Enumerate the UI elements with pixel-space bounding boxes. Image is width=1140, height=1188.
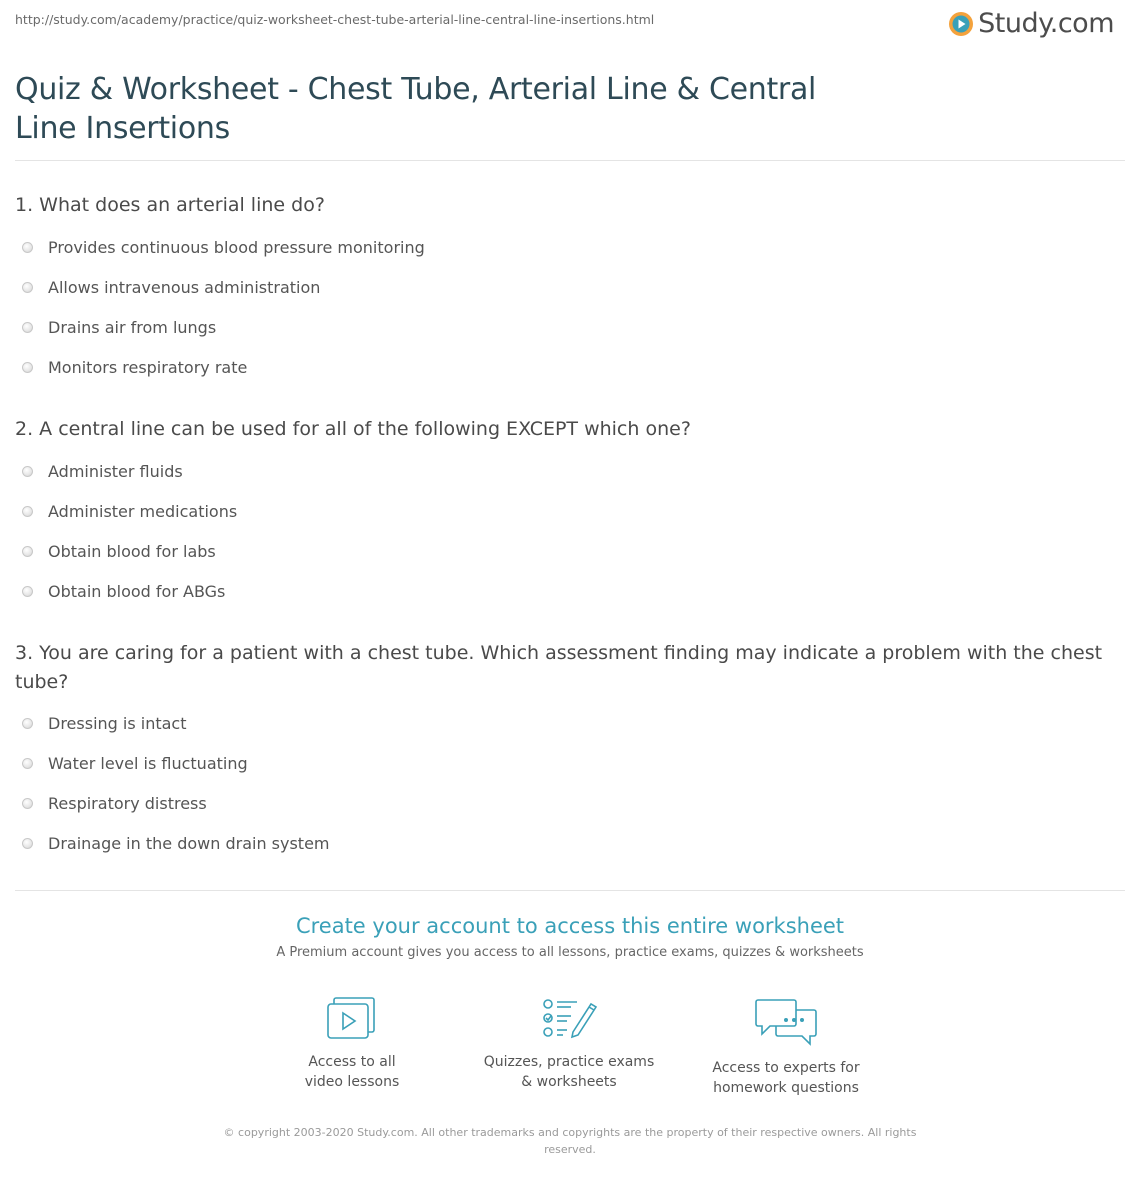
top-bar bbox=[0, 0, 1140, 50]
radio-button[interactable] bbox=[22, 838, 33, 849]
footer-line: © copyright 2003-2020 Study.com. All other trademarks and copyrights are the property of their respective owners. All rights bbox=[223, 1126, 917, 1139]
radio-button[interactable] bbox=[22, 322, 33, 333]
radio-button[interactable] bbox=[22, 506, 33, 517]
feature-label-line: video lessons bbox=[304, 1074, 400, 1090]
answer-label: Allows intravenous administration bbox=[48, 277, 321, 297]
answer-label: Respiratory distress bbox=[48, 793, 207, 813]
answer-label: Water level is fluctuating bbox=[48, 753, 248, 773]
create-account-link[interactable]: Create your account to access this entire worksheet bbox=[295, 914, 845, 938]
answer-option[interactable] bbox=[22, 581, 225, 601]
answer-label: Administer fluids bbox=[48, 461, 183, 481]
answer-label: Drainage in the down drain system bbox=[48, 833, 330, 853]
feature-label-line: & worksheets bbox=[521, 1074, 617, 1090]
feature-experts bbox=[686, 996, 886, 1098]
answer-option[interactable] bbox=[22, 541, 216, 561]
quiz-checklist-icon bbox=[541, 996, 597, 1042]
feature-label-line: Access to experts for bbox=[712, 1060, 860, 1076]
answer-option[interactable] bbox=[22, 713, 187, 733]
premium-description: A Premium account gives you access to all lessons, practice exams, quizzes & worksheets bbox=[276, 945, 864, 960]
study-logo[interactable] bbox=[948, 8, 1114, 39]
question-2: 2. A central line can be used for all of the following EXCEPT which one? bbox=[15, 418, 691, 440]
radio-button[interactable] bbox=[22, 546, 33, 557]
answer-label: Administer medications bbox=[48, 501, 238, 521]
divider bbox=[15, 160, 1125, 161]
answer-option[interactable] bbox=[22, 793, 207, 813]
question-1: 1. What does an arterial line do? bbox=[15, 194, 325, 216]
answer-option[interactable] bbox=[22, 317, 216, 337]
page-title: Quiz & Worksheet - Chest Tube, Arterial Line & Central Line Insertions bbox=[15, 72, 817, 146]
radio-button[interactable] bbox=[22, 798, 33, 809]
page-url: http://study.com/academy/practice/quiz-worksheet-chest-tube-arterial-line-central-line-insertions.html bbox=[15, 12, 655, 27]
footer-line: reserved. bbox=[544, 1143, 596, 1156]
answer-label: Monitors respiratory rate bbox=[48, 357, 248, 377]
feature-label-line: Quizzes, practice exams bbox=[483, 1054, 655, 1070]
answer-label: Drains air from lungs bbox=[48, 317, 217, 337]
radio-button[interactable] bbox=[22, 758, 33, 769]
study-play-logo-icon bbox=[948, 11, 974, 37]
copyright-footer bbox=[215, 1124, 925, 1158]
answer-option[interactable] bbox=[22, 237, 425, 257]
answer-label: Obtain blood for ABGs bbox=[48, 581, 226, 601]
answer-option[interactable] bbox=[22, 753, 248, 773]
chat-bubbles-icon bbox=[754, 996, 818, 1048]
answer-label: Obtain blood for labs bbox=[48, 541, 216, 561]
divider bbox=[15, 890, 1125, 891]
answer-option[interactable] bbox=[22, 501, 237, 521]
logo-text: Study.com bbox=[978, 8, 1114, 39]
feature-label-line: Access to all bbox=[308, 1054, 396, 1070]
radio-button[interactable] bbox=[22, 586, 33, 597]
answer-option[interactable] bbox=[22, 461, 183, 481]
answer-label: Provides continuous blood pressure monitoring bbox=[48, 237, 425, 257]
answer-option[interactable] bbox=[22, 277, 320, 297]
answer-option[interactable] bbox=[22, 833, 330, 853]
question-3: 3. You are caring for a patient with a chest tube. Which assessment finding may indicate a problem with the chest tube? bbox=[15, 642, 1103, 693]
radio-button[interactable] bbox=[22, 718, 33, 729]
feature-quizzes bbox=[469, 996, 669, 1092]
radio-button[interactable] bbox=[22, 282, 33, 293]
feature-label-line: homework questions bbox=[713, 1080, 859, 1096]
radio-button[interactable] bbox=[22, 466, 33, 477]
feature-video-lessons bbox=[252, 996, 452, 1092]
answer-label: Dressing is intact bbox=[48, 713, 187, 733]
radio-button[interactable] bbox=[22, 242, 33, 253]
radio-button[interactable] bbox=[22, 362, 33, 373]
answer-option[interactable] bbox=[22, 357, 247, 377]
video-lesson-icon bbox=[325, 996, 379, 1042]
